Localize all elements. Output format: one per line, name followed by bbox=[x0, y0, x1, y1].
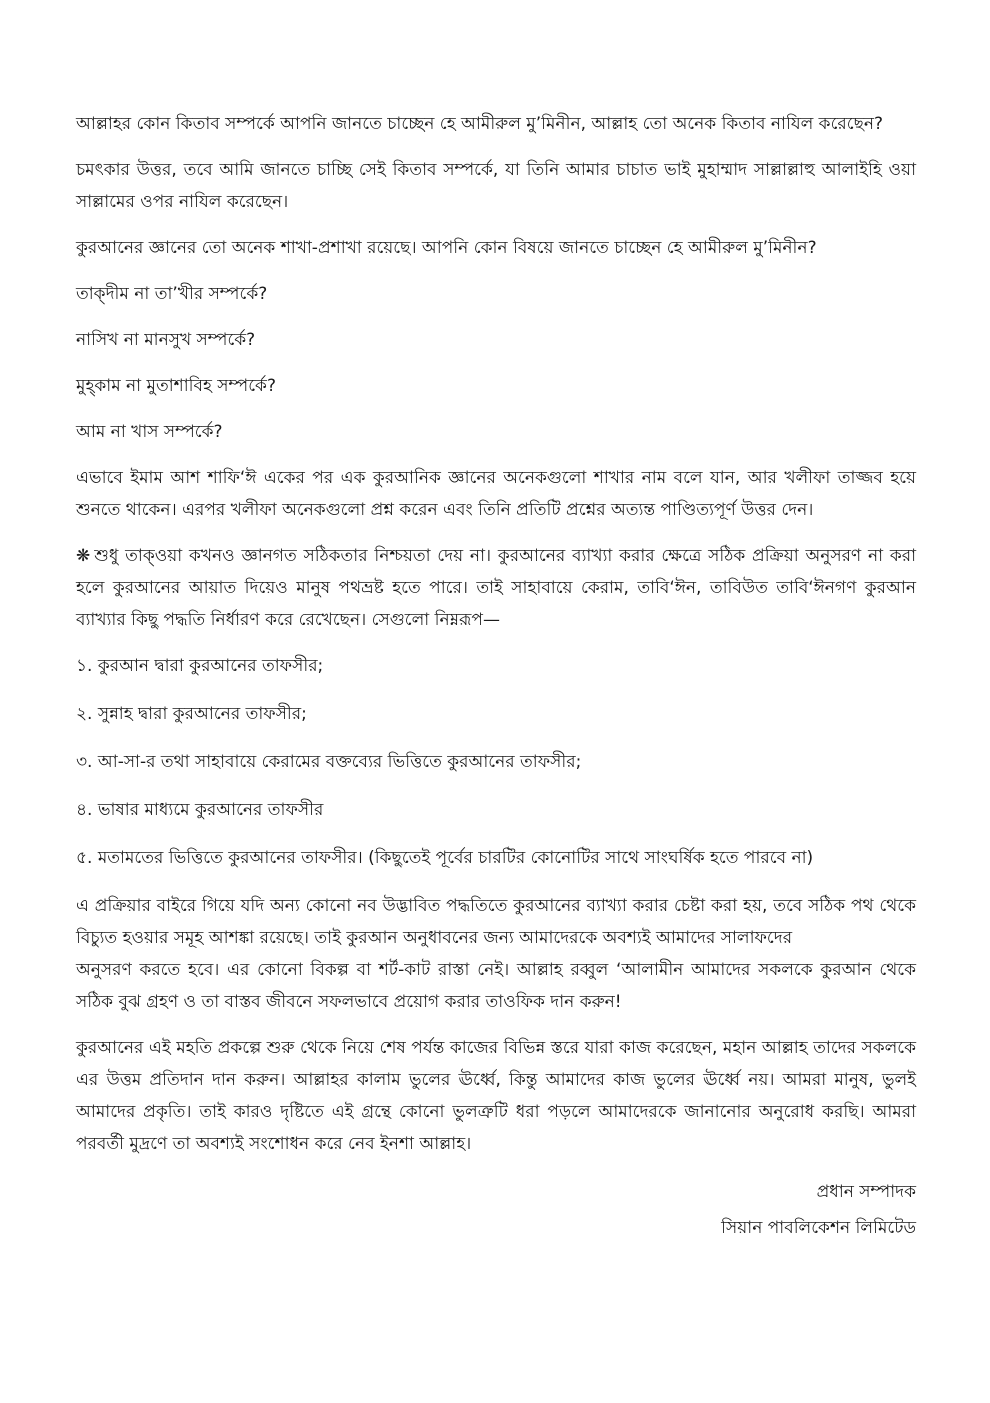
asterism-icon: ❋ bbox=[76, 546, 91, 566]
list-item: ২. সুন্নাহ দ্বারা কুরআনের তাফসীর; bbox=[76, 704, 307, 724]
list-item: ৫. মতামতের ভিত্তিতে কুরআনের তাফসীর। (কিছুতেই পূর্বের চারটির কোনোটির সাথে সাংঘর্ষিক হতে পারবে না) bbox=[76, 848, 814, 868]
paragraph-answer: চমৎকার উত্তর, তবে আমি জানতে চাচ্ছি সেই কিতাব সম্পর্কে, যা তিনি আমার চাচাত ভাই মুহাম্মাদ সাল্লাল্লাহু আলাইহি ওয়া সাল্লামের ওপর নাযিল করেছেন। bbox=[76, 160, 916, 212]
paragraph-warning: এ প্রক্রিয়ার বাইরে গিয়ে যদি অন্য কোনো নব উদ্ভাবিত পদ্ধতিতে কুরআনের ব্যাখ্যা করার চেষ্টা করা হয়, তবে সঠিক পথ থেকে বিচ্যুত হওয়ার সমূহ আশঙ্কা রয়েছে। তাই কুরআন অনুধাবনের জন্য আমাদেরকে অবশ্যই আমাদের সালাফদের bbox=[76, 896, 916, 948]
list-item: ১. কুরআন দ্বারা কুরআনের তাফসীর; bbox=[76, 656, 324, 676]
paragraph-nasikh: নাসিখ না মানসুখ সম্পর্কে? bbox=[76, 330, 256, 350]
paragraph-muhkam: মুহ্কাম না মুতাশাবিহ সম্পর্কে? bbox=[76, 376, 276, 396]
paragraph-acknowledgement: কুরআনের এই মহতি প্রকল্পে শুরু থেকে নিয়ে শেষ পর্যন্ত কাজের বিভিন্ন স্তরে যারা কাজ করেছেন, মহান আল্লাহ তাদের সকলকে এর উত্তম প্রতিদান দান করুন। আল্লাহর কালাম ভুলের ঊর্ধ্বে, কিন্তু আমাদের কাজ ভুলের ঊর্ধ্বে নয়। আমরা মানুষ, ভুলই আমাদের প্রকৃতি। তাই কারও দৃষ্টিতে এই গ্রন্থে কোনো ভুলত্রুটি ধরা পড়লে আমাদেরকে জানানোর অনুরোধ করছি। আমরা পরবর্তী মুদ্রণে তা অবশ্যই সংশোধন করে নেব ইনশা আল্লাহ। bbox=[76, 1038, 916, 1154]
paragraph-aam: আম না খাস সম্পর্কে? bbox=[76, 422, 223, 442]
paragraph-question: আল্লাহর কোন কিতাব সম্পর্কে আপনি জানতে চাচ্ছেন হে আমীরুল মু’মিনীন, আল্লাহ তো অনেক কিতাব নাযিল করেছেন? bbox=[76, 114, 884, 134]
signature-role: প্রধান সম্পাদক bbox=[816, 1182, 916, 1202]
paragraph-taqdim: তাক্দীম না তা’খীর সম্পর্কে? bbox=[76, 284, 268, 304]
note-text: শুধু তাক্ওয়া কখনও জ্ঞানগত সঠিকতার নিশ্চয়তা দেয় না। কুরআনের ব্যাখ্যা করার ক্ষেত্রে সঠিক প্রক্রিয়া অনুসরণ না করা হলে কুরআনের আয়াত দিয়েও মানুষ পথভ্রষ্ট হতে পারে। তাই সাহাবায়ে কেরাম, তাবি‘ঈন, তাবিউত তাবি‘ঈনগণ কুরআন ব্যাখ্যার কিছু পদ্ধতি নির্ধারণ করে রেখেছেন। সেগুলো নিম্নরূপ— bbox=[76, 546, 916, 630]
methods-list bbox=[76, 650, 916, 874]
paragraph-shafii: এভাবে ইমাম আশ শাফি‘ঈ একের পর এক কুরআনিক জ্ঞানের অনেকগুলো শাখার নাম বলে যান, আর খলীফা তাজ্জব হয়ে শুনতে থাকেন। এরপর খলীফা অনেকগুলো প্রশ্ন করেন এবং তিনি প্রতিটি প্রশ্নের অত্যন্ত পাণ্ডিত্যপূর্ণ উত্তর দেন। bbox=[76, 468, 916, 520]
document-page bbox=[76, 108, 916, 1246]
signature-organization: সিয়ান পাবলিকেশন লিমিটেড bbox=[721, 1218, 916, 1238]
signature-block bbox=[76, 1174, 916, 1246]
paragraph-branches: কুরআনের জ্ঞানের তো অনেক শাখা-প্রশাখা রয়েছে। আপনি কোন বিষয়ে জানতে চাচ্ছেন হে আমীরুল মু’মিনীন? bbox=[76, 238, 817, 258]
paragraph-follow-salaf: অনুসরণ করতে হবে। এর কোনো বিকল্প বা শর্ট-কাট রাস্তা নেই। আল্লাহ রব্বুল ‘আলামীন আমাদের সকলকে কুরআন থেকে সঠিক বুঝ গ্রহণ ও তা বাস্তব জীবনে সফলভাবে প্রয়োগ করার তাওফিক দান করুন! bbox=[76, 960, 916, 1012]
list-item: ৪. ভাষার মাধ্যমে কুরআনের তাফসীর bbox=[76, 800, 324, 820]
note-paragraph bbox=[76, 540, 916, 636]
list-item: ৩. আ-সা-র তথা সাহাবায়ে কেরামের বক্তব্যের ভিত্তিতে কুরআনের তাফসীর; bbox=[76, 752, 582, 772]
